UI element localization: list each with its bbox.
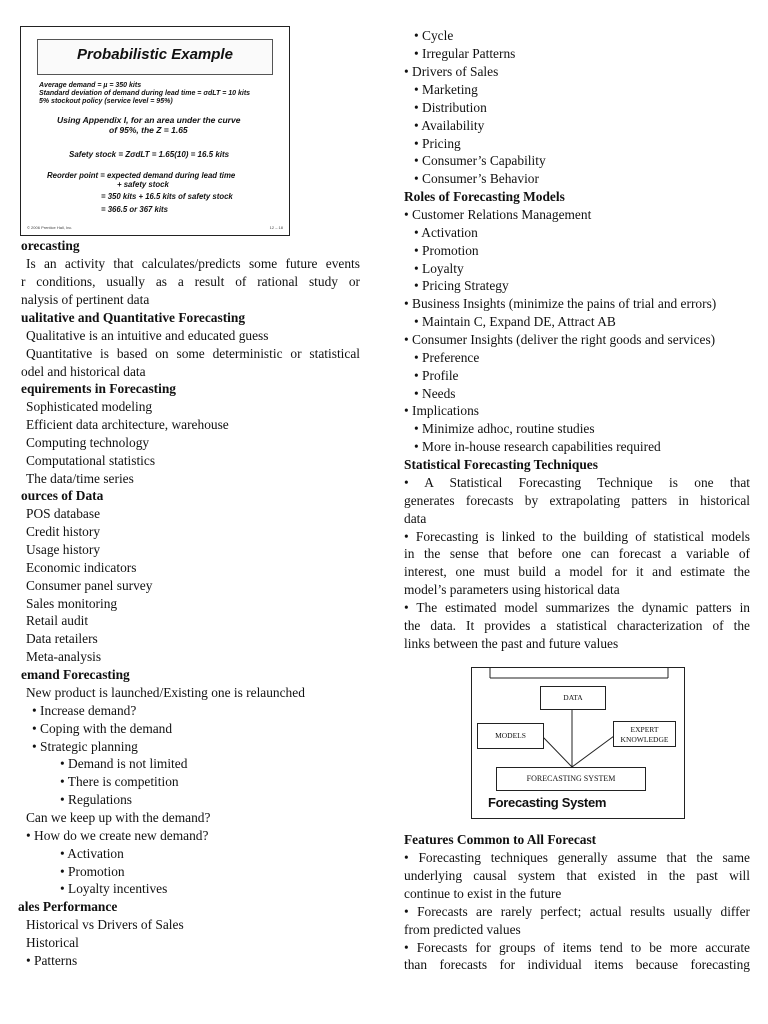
list-item: • Loyalty incentives: [60, 881, 168, 896]
list-item: • Profile: [414, 368, 459, 383]
paragraph-line: continue to exist in the future: [404, 886, 562, 901]
paragraph-line: model’s parameters using historical data: [404, 582, 620, 597]
slide-line: Standard deviation of demand during lead time = σdLT = 10 kits: [39, 90, 251, 97]
list-item: Usage history: [26, 542, 101, 557]
list-item: Computing technology: [26, 435, 150, 450]
list-item: • Business Insights (minimize the pains of trial and errors): [404, 296, 717, 311]
list-item: Computational statistics: [26, 453, 156, 468]
paragraph-line: nalysis of pertinent data: [21, 292, 150, 307]
list-item: • Implications: [404, 403, 479, 418]
list-item: • Demand is not limited: [60, 756, 188, 771]
paragraph-line: in the sense that before one can forecast a variable of: [404, 546, 750, 561]
slide-line: 5% stockout policy (service level = 95%): [39, 98, 173, 105]
knowledge-label: KNOWLEDGE: [620, 735, 669, 744]
list-item: • Pricing: [414, 136, 461, 151]
list-item: • Cycle: [414, 28, 454, 43]
list-item: Sales monitoring: [26, 596, 118, 611]
data-box: DATA: [540, 686, 606, 710]
section-heading: orecasting: [21, 238, 80, 253]
paragraph-line: underlying causal system that existed in the past will: [404, 868, 750, 883]
list-item: • Increase demand?: [32, 703, 137, 718]
paragraph-line: • Forecasts are rarely perfect; actual results usually differ: [404, 904, 750, 919]
list-item: Meta-analysis: [26, 649, 102, 664]
list-item: • Consumer’s Behavior: [414, 171, 539, 186]
section-heading: Features Common to All Forecast: [404, 832, 597, 847]
list-item: POS database: [26, 506, 101, 521]
diagram-caption: Forecasting System: [488, 795, 607, 810]
list-item: Efficient data architecture, warehouse: [26, 417, 229, 432]
slide-line: = 350 kits + 16.5 kits of safety stock: [101, 192, 233, 201]
section-heading: emand Forecasting: [21, 667, 130, 682]
list-item: • Irregular Patterns: [414, 46, 516, 61]
paragraph-line: • Forecasting techniques generally assume that the same: [404, 850, 750, 865]
list-item: Historical: [26, 935, 79, 950]
paragraph-line: interest, one must build a model for it and estimate the: [404, 564, 750, 579]
paragraph-line: r conditions, usually as a result of rational study or: [21, 274, 360, 289]
list-item: Data retailers: [26, 631, 98, 646]
list-item: The data/time series: [26, 471, 134, 486]
paragraph-line: Qualitative is an intuitive and educated guess: [26, 328, 269, 343]
paragraph-line: than forecasts for individual items because forecasting: [404, 957, 750, 972]
slide-footer-left: © 2006 Prentice Hall, Inc.: [27, 225, 73, 230]
list-item: • Coping with the demand: [32, 721, 173, 736]
section-heading: Roles of Forecasting Models: [404, 189, 565, 204]
section-heading: ualitative and Quantitative Forecasting: [21, 310, 246, 325]
section-heading: ources of Data: [21, 488, 104, 503]
list-item: Economic indicators: [26, 560, 137, 575]
paragraph-line: • A Statistical Forecasting Technique is one that: [404, 475, 750, 490]
paragraph-line: the data. It provides a statistical characterization of the: [404, 618, 750, 633]
list-item: • More in-house research capabilities required: [414, 439, 661, 454]
list-item: • Marketing: [414, 82, 478, 97]
paragraph-line: from predicted values: [404, 922, 521, 937]
models-box: MODELS: [477, 723, 544, 749]
list-item: • There is competition: [60, 774, 179, 789]
paragraph-line: odel and historical data: [21, 364, 146, 379]
slide-image: [20, 26, 290, 236]
forecasting-system-diagram: [471, 667, 685, 819]
paragraph-line: Quantitative is based on some deterministic or statistical: [26, 346, 360, 361]
slide-line: of 95%, the Z = 1.65: [109, 125, 188, 135]
list-item: • Activation: [60, 846, 124, 861]
list-item: Retail audit: [26, 613, 89, 628]
paragraph-line: Is an activity that calculates/predicts some future events: [26, 256, 360, 271]
section-heading: Statistical Forecasting Techniques: [404, 457, 598, 472]
slide-line: = 366.5 or 367 kits: [101, 205, 168, 214]
paragraph-line: • The estimated model summarizes the dynamic patters in: [404, 600, 750, 615]
list-item: • Minimize adhoc, routine studies: [414, 421, 595, 436]
paragraph-line: • Forecasts for groups of items tend to be more accurate: [404, 940, 750, 955]
list-item: • Patterns: [26, 953, 78, 968]
paragraph-line: data: [404, 511, 427, 526]
list-item: • Availability: [414, 118, 485, 133]
slide-line: Reorder point = expected demand during lead time: [47, 171, 236, 180]
list-item: • Consumer Insights (deliver the right goods and services): [404, 332, 716, 347]
list-item: • Promotion: [414, 243, 479, 258]
section-heading: equirements in Forecasting: [21, 381, 176, 396]
list-item: Sophisticated modeling: [26, 399, 153, 414]
paragraph-line: generates forecasts by extrapolating patters in historical: [404, 493, 750, 508]
paragraph-line: • Forecasting is linked to the building of statistical models: [404, 529, 750, 544]
slide-title: Probabilistic Example: [77, 46, 233, 63]
list-item: • How do we create new demand?: [26, 828, 209, 843]
expert-knowledge-box: [613, 721, 676, 747]
list-item: • Consumer’s Capability: [414, 153, 546, 168]
slide-line: + safety stock: [117, 180, 169, 189]
slide-line: Average demand = µ = 350 kits: [39, 82, 142, 89]
list-item: • Preference: [414, 350, 480, 365]
list-item: • Strategic planning: [32, 739, 138, 754]
list-item: • Regulations: [60, 792, 133, 807]
list-item: • Maintain C, Expand DE, Attract AB: [414, 314, 616, 329]
list-item: • Needs: [414, 386, 456, 401]
list-item: • Promotion: [60, 864, 125, 879]
paragraph-line: links between the past and future values: [404, 636, 619, 651]
list-item: • Distribution: [414, 100, 487, 115]
expert-label: EXPERT: [630, 725, 659, 734]
list-item: • Customer Relations Management: [404, 207, 592, 222]
list-item: • Drivers of Sales: [404, 64, 499, 79]
list-item: • Pricing Strategy: [414, 278, 509, 293]
list-item: • Activation: [414, 225, 478, 240]
list-item: • Loyalty: [414, 261, 464, 276]
list-item: Consumer panel survey: [26, 578, 153, 593]
slide-title-box: [37, 39, 273, 75]
slide-line: Safety stock = ZσdLT = 1.65(10) = 16.5 kits: [69, 150, 230, 159]
slide-line: Using Appendix I, for an area under the curve: [57, 115, 241, 125]
list-item: Historical vs Drivers of Sales: [26, 917, 184, 932]
forecasting-system-box: FORECASTING SYSTEM: [496, 767, 646, 791]
list-item: Can we keep up with the demand?: [26, 810, 211, 825]
list-item: Credit history: [26, 524, 101, 539]
slide-footer-right: 12 – 18: [269, 225, 283, 230]
section-heading: ales Performance: [18, 899, 118, 914]
list-item: New product is launched/Existing one is relaunched: [26, 685, 305, 700]
